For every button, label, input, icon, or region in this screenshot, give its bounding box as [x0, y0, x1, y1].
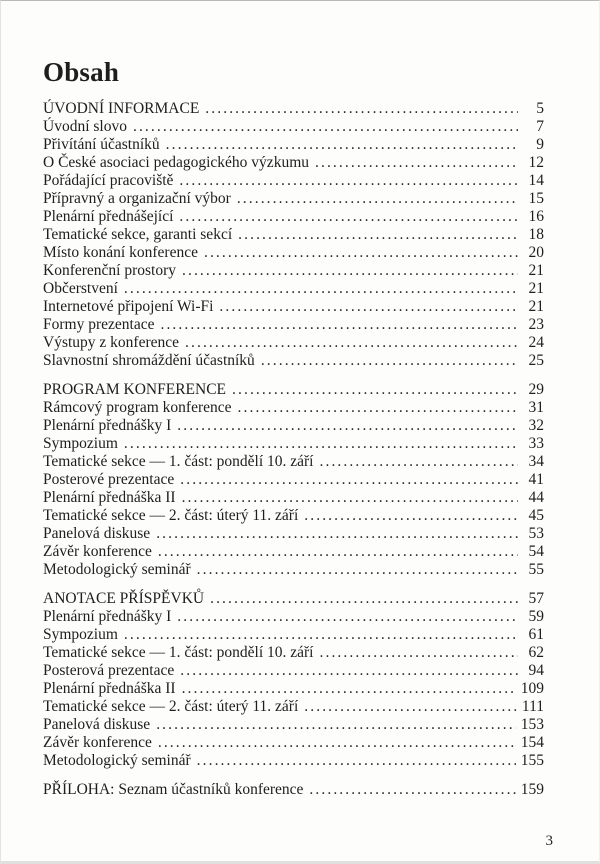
toc-entry — [43, 525, 544, 543]
toc-entry-label: Sympozium — [43, 435, 118, 452]
toc-heading-entry — [43, 781, 544, 799]
toc-entry-page: 45 — [528, 507, 544, 524]
dot-leader — [320, 453, 519, 471]
toc-entry-label: Přivítání účastníků — [43, 136, 160, 153]
toc-entry-page: 44 — [528, 489, 544, 506]
toc-entry-page: 18 — [528, 226, 544, 243]
toc-entry-label: Tematické sekce — 2. část: úterý 11. září — [43, 698, 299, 715]
toc-entry-page: 57 — [528, 590, 544, 607]
toc-entry-page: 155 — [520, 752, 544, 769]
toc-section — [43, 381, 544, 579]
toc-entry-label: Slavnostní shromáždění účastníků — [43, 352, 255, 369]
toc-entry-page: 21 — [528, 280, 544, 297]
dot-leader — [124, 280, 518, 298]
toc-entry-label: Metodologický seminář — [43, 752, 191, 769]
dot-leader — [182, 680, 516, 698]
toc-entry-label: Místo konání konference — [43, 244, 198, 261]
toc-entry — [43, 208, 544, 226]
toc-entry — [43, 644, 544, 662]
toc-entry-page: 9 — [536, 136, 544, 153]
toc-entry-page: 20 — [528, 244, 544, 261]
toc-entry-label: Panelová diskuse — [43, 525, 151, 542]
toc-entry-label: Závěr konference — [43, 734, 152, 751]
toc-entry-page: 12 — [528, 154, 544, 171]
dot-leader — [315, 154, 518, 172]
toc-entry-page: 34 — [528, 453, 544, 470]
dot-leader — [124, 626, 518, 644]
toc-entry-page: 25 — [528, 352, 544, 369]
dot-leader — [180, 471, 518, 489]
toc-entry — [43, 561, 544, 579]
toc-entry-page: 23 — [528, 316, 544, 333]
dot-leader — [179, 172, 518, 190]
page-number: 3 — [545, 833, 553, 849]
toc-entry-page: 7 — [536, 118, 544, 135]
toc-entry-label: Sympozium — [43, 626, 118, 643]
toc-entry — [43, 752, 544, 770]
toc-section — [43, 781, 544, 799]
toc-entry-label: Tematické sekce — 1. část: pondělí 10. září — [43, 644, 314, 661]
toc-entry-label: Metodologický seminář — [43, 561, 191, 578]
toc-entry-label: Občerstvení — [43, 280, 118, 297]
dot-leader — [160, 316, 518, 334]
toc-heading-entry — [43, 590, 544, 608]
toc-entry — [43, 399, 544, 417]
toc-entry — [43, 471, 544, 489]
toc-heading-entry — [43, 381, 544, 399]
dot-leader — [124, 435, 518, 453]
toc-entry-label: O České asociaci pedagogického výzkumu — [43, 154, 309, 171]
dot-leader — [177, 417, 518, 435]
dot-leader — [158, 543, 518, 561]
toc-entry — [43, 453, 544, 471]
toc-entry-page: 5 — [536, 100, 544, 117]
toc-entry-page: 31 — [528, 399, 544, 416]
toc-entry-label: Plenární přednášky I — [43, 417, 172, 434]
toc-entry-page: 21 — [528, 262, 544, 279]
toc-entry-page: 154 — [520, 734, 544, 751]
toc-entry-page: 15 — [528, 190, 544, 207]
toc-entry — [43, 489, 544, 507]
dot-leader — [238, 226, 518, 244]
toc-entry — [43, 316, 544, 334]
toc-entry-label: Přípravný a organizační výbor — [43, 190, 231, 207]
toc-entry-page: 54 — [528, 543, 544, 560]
dot-leader — [177, 608, 518, 626]
toc-entry — [43, 435, 544, 453]
toc-entry-page: 153 — [520, 716, 544, 733]
dot-leader — [179, 208, 518, 226]
toc-entry-label: Úvodní slovo — [43, 118, 127, 135]
toc-entry — [43, 507, 544, 525]
toc-entry — [43, 417, 544, 435]
toc-entry-page: 14 — [528, 172, 544, 189]
toc-entry-page: 16 — [528, 208, 544, 225]
toc-entry-page: 61 — [528, 626, 544, 643]
toc-entry-label: Závěr konference — [43, 543, 152, 560]
toc-entry-page: 33 — [528, 435, 544, 452]
toc-entry — [43, 734, 544, 752]
dot-leader — [182, 489, 518, 507]
toc-entry-label: Tematické sekce — 1. část: pondělí 10. září — [43, 453, 314, 470]
toc-entry-label: Plenární přednáška II — [43, 680, 176, 697]
dot-leader — [320, 644, 519, 662]
toc-entry-label: Plenární přednášky I — [43, 608, 172, 625]
toc-entry-label: Plenární přednáška II — [43, 489, 176, 506]
dot-leader — [156, 716, 516, 734]
toc-entry-page: 111 — [521, 698, 544, 715]
toc-entry-label: Posterové prezentace — [43, 471, 175, 488]
toc-heading-entry — [43, 100, 544, 118]
dot-leader — [156, 525, 518, 543]
toc-entry-label: Posterová prezentace — [43, 662, 175, 679]
toc-entry-label: Panelová diskuse — [43, 716, 151, 733]
toc-entry-page: 109 — [520, 680, 544, 697]
toc-entry — [43, 136, 544, 154]
toc-entry-label: Tematické sekce, garanti sekcí — [43, 226, 233, 243]
dot-leader — [238, 399, 518, 417]
toc-entry-label: ÚVODNÍ INFORMACE — [43, 100, 200, 117]
toc-entry-page: 59 — [528, 608, 544, 625]
toc-entry — [43, 118, 544, 136]
dot-leader — [182, 262, 518, 280]
toc-entry — [43, 280, 544, 298]
toc-entry — [43, 662, 544, 680]
dot-leader — [197, 561, 518, 579]
toc-entry-page: 94 — [528, 662, 544, 679]
toc-entry — [43, 244, 544, 262]
dot-leader — [304, 698, 517, 716]
toc-entry-label: Konferenční prostory — [43, 262, 176, 279]
toc-entry — [43, 543, 544, 561]
toc-entry — [43, 298, 544, 316]
dot-leader — [309, 781, 515, 799]
toc-entry-page: 55 — [528, 561, 544, 578]
toc-entry — [43, 698, 544, 716]
dot-leader — [197, 752, 516, 770]
toc-entry-page: 62 — [528, 644, 544, 661]
toc-entry — [43, 262, 544, 280]
toc-entry-label: Výstupy z konference — [43, 334, 180, 351]
toc-entry-label: Internetové připojení Wi-Fi — [43, 298, 214, 315]
toc-entry-page: 21 — [528, 298, 544, 315]
toc-entry-label: Rámcový program konference — [43, 399, 232, 416]
toc-entry — [43, 680, 544, 698]
dot-leader — [219, 298, 518, 316]
toc-entry — [43, 226, 544, 244]
toc-entry — [43, 352, 544, 370]
toc-entry-label: Plenární přednášející — [43, 208, 174, 225]
toc-entry — [43, 172, 544, 190]
dot-leader — [210, 590, 518, 608]
toc-entry-page: 24 — [528, 334, 544, 351]
toc-entry-page: 53 — [528, 525, 544, 542]
toc-entry-page: 41 — [528, 471, 544, 488]
toc-entry-label: PROGRAM KONFERENCE — [43, 381, 227, 398]
toc-section — [43, 590, 544, 770]
dot-leader — [133, 118, 518, 136]
toc-entry-label: Pořádající pracoviště — [43, 172, 174, 189]
toc-entry — [43, 716, 544, 734]
dot-leader — [204, 244, 518, 262]
toc — [43, 100, 544, 799]
page-title: Obsah — [43, 57, 120, 87]
dot-leader — [304, 507, 518, 525]
toc-entry-page: 32 — [528, 417, 544, 434]
toc-entry — [43, 626, 544, 644]
toc-entry — [43, 608, 544, 626]
toc-section — [43, 100, 544, 370]
dot-leader — [261, 352, 518, 370]
toc-entry — [43, 154, 544, 172]
toc-entry-page: 159 — [520, 781, 544, 798]
dot-leader — [237, 190, 518, 208]
dot-leader — [180, 662, 518, 680]
dot-leader — [166, 136, 518, 154]
toc-entry — [43, 190, 544, 208]
toc-entry — [43, 334, 544, 352]
dot-leader — [205, 100, 518, 118]
toc-entry-label: ANOTACE PŘÍSPĚVKŮ — [43, 590, 205, 607]
dot-leader — [232, 381, 518, 399]
dot-leader — [158, 734, 516, 752]
dot-leader — [185, 334, 518, 352]
toc-entry-label: Formy prezentace — [43, 316, 155, 333]
toc-entry-label: PŘÍLOHA: Seznam účastníků konference — [43, 781, 304, 798]
toc-entry-page: 29 — [528, 381, 544, 398]
toc-entry-label: Tematické sekce — 2. část: úterý 11. září — [43, 507, 299, 524]
